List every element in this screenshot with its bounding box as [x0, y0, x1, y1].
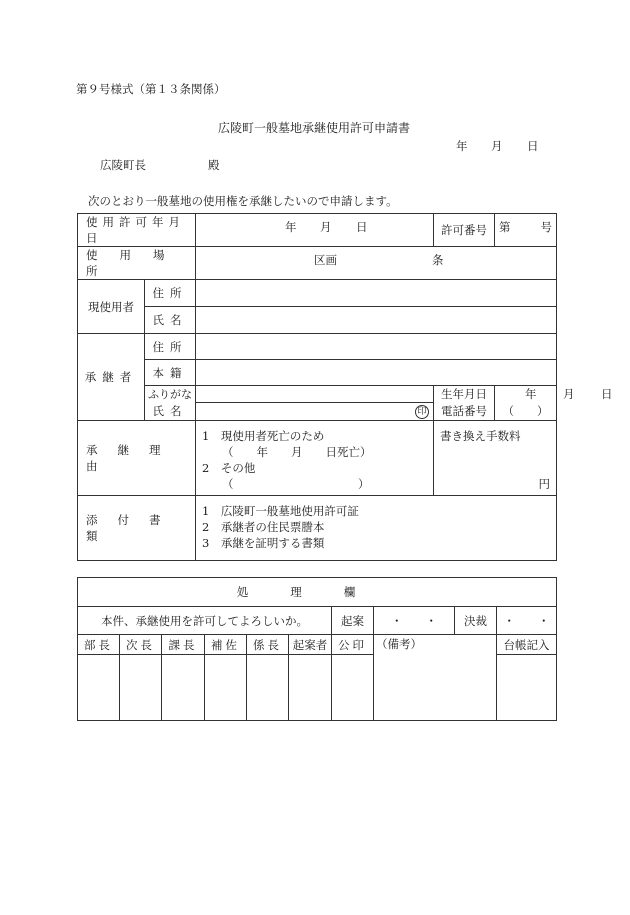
addressee-name: 広陵町長	[100, 158, 146, 172]
addressee-honorific: 殿	[208, 158, 220, 172]
reason-2-open: （	[222, 477, 234, 491]
decision-date-field[interactable]: ・ ・	[497, 607, 557, 635]
attachment-item: 2 承継者の住民票謄本	[202, 520, 325, 534]
draft-label: 起案	[332, 607, 374, 635]
current-user-address-field[interactable]	[196, 280, 557, 307]
attach-label-cell	[78, 496, 196, 561]
birthdate-field[interactable]	[495, 386, 613, 403]
successor-domicile-label: 本籍	[145, 360, 196, 386]
date-month: 月	[491, 139, 503, 153]
stamp-cell[interactable]	[247, 655, 289, 721]
current-user-name-field[interactable]	[196, 307, 557, 334]
stamp-cell[interactable]	[162, 655, 205, 721]
location-label: 使用場所	[86, 248, 187, 278]
form-number: 第９号様式（第１３条関係）	[76, 82, 226, 96]
role-label: 起案者	[289, 635, 332, 655]
successor-label: 承継者	[78, 334, 145, 421]
reason-label: 承継理由	[86, 443, 181, 473]
fee-label: 書き換え手数料	[440, 429, 521, 443]
successor-furigana-field[interactable]	[196, 386, 434, 403]
birth-day: 日	[601, 387, 613, 401]
permit-day: 日	[356, 220, 368, 234]
successor-address-label: 住所	[145, 334, 196, 360]
successor-domicile-field[interactable]	[196, 360, 557, 386]
reason-field[interactable]	[196, 421, 434, 496]
ledger-cell[interactable]	[497, 655, 557, 721]
reason-2: 2 その他	[202, 461, 256, 475]
birth-year: 年	[525, 387, 537, 401]
reason-1-date: （ 年 月 日死亡）	[222, 445, 372, 459]
phone-label: 電話番号	[434, 403, 495, 421]
attachment-item: 3 承継を証明する書類	[202, 536, 325, 550]
application-table	[77, 213, 613, 561]
role-label: 課長	[162, 635, 205, 655]
phone-field[interactable]: （ ）	[495, 403, 557, 421]
process-header: 処理欄	[78, 578, 557, 607]
date-year: 年	[456, 139, 468, 153]
birthdate-label: 生年月日	[434, 386, 495, 403]
approval-text: 本件、承継使用を許可してよろしいか。	[78, 607, 332, 635]
birth-month: 月	[563, 387, 575, 401]
attach-field	[196, 496, 557, 561]
fee-unit: 円	[538, 477, 550, 491]
attachment-item: 1 広陵町一般墓地使用許可証	[202, 504, 359, 518]
location-field[interactable]	[196, 247, 557, 280]
reason-2-close: ）	[358, 477, 370, 491]
successor-name-label: 氏名	[145, 403, 196, 421]
role-label: 公印	[332, 635, 374, 655]
reason-1: 1 現使用者死亡のため	[202, 429, 325, 443]
role-label: 補佐	[205, 635, 247, 655]
permit-year: 年	[285, 220, 297, 234]
attach-label: 添付書類	[86, 513, 181, 543]
successor-address-field[interactable]	[196, 334, 557, 360]
permit-date-field[interactable]	[196, 214, 434, 247]
location-label-cell	[78, 247, 196, 280]
ledger-label: 台帳記入	[497, 635, 557, 655]
stamp-cell[interactable]	[120, 655, 162, 721]
location-row: 条	[432, 253, 444, 267]
location-section: 区画	[314, 253, 337, 267]
stamp-cell[interactable]	[78, 655, 120, 721]
permit-no-field[interactable]	[495, 214, 557, 247]
seal-mark: 印	[415, 405, 429, 419]
intro-text: 次のとおり一般墓地の使用権を承継したいので申請します。	[88, 194, 398, 208]
successor-name-field[interactable]	[196, 403, 434, 421]
role-label: 係長	[247, 635, 289, 655]
draft-date-field[interactable]: ・ ・	[374, 607, 455, 635]
role-label: 次長	[120, 635, 162, 655]
decision-label: 決裁	[455, 607, 497, 635]
remarks-field[interactable]	[374, 635, 497, 721]
permit-date-label-cell	[78, 214, 196, 247]
stamp-cell[interactable]	[332, 655, 374, 721]
current-user-label: 現使用者	[78, 280, 145, 334]
permit-no-suffix: 号	[540, 220, 552, 234]
processing-table	[77, 577, 557, 721]
fee-field[interactable]	[434, 421, 557, 496]
successor-furigana-label: ふりがな	[145, 386, 196, 403]
stamp-cell[interactable]	[205, 655, 247, 721]
remarks-label: （備考）	[376, 637, 422, 651]
date-day: 日	[527, 139, 539, 153]
permit-date-label: 使用許可年月日	[86, 215, 185, 245]
document-title: 広陵町一般墓地承継使用許可申請書	[218, 121, 411, 135]
permit-no-prefix: 第	[499, 220, 511, 234]
reason-label-cell	[78, 421, 196, 496]
current-user-name-label: 氏名	[145, 307, 196, 334]
role-label: 部長	[78, 635, 120, 655]
stamp-cell[interactable]	[289, 655, 332, 721]
current-user-address-label: 住所	[145, 280, 196, 307]
permit-month: 月	[320, 220, 332, 234]
permit-no-label: 許可番号	[434, 214, 495, 247]
